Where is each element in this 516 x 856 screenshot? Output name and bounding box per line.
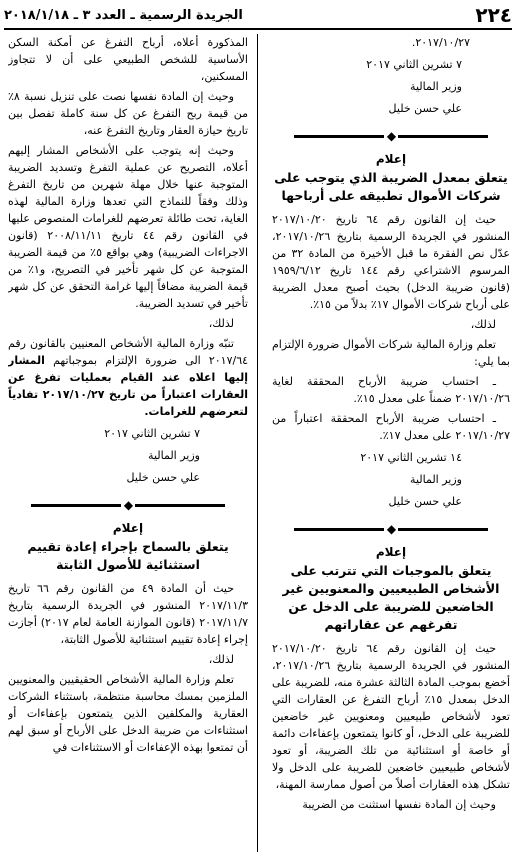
paragraph: تعلم وزارة المالية الأشخاص الحقيقيين والمعنويين الملزمين بمسك محاسبة منتظمة، باستثناء الشركات العقارية والمكلفين الذين يتمتعون بإعفاءات أو استثناءات من ضريبة الدخل على الأرباح أو سبق لهم أن تمتعوا بهذه الإعفاءات أو الاستثناءات في [8,673,248,754]
paragraph: لذلك، [470,318,496,331]
left-column [8,34,248,856]
announcement-heading: إعلام [375,545,407,559]
announcement-heading: إعلام [375,152,407,166]
signature-name: علي حسن خليل [388,495,462,508]
list-item: ـ احتساب ضريبة الأرباح المحققة لغاية ٢٠١٧/١٠/٢٦ ضمناً على معدل ١٥٪. [272,375,510,405]
paragraph: حيث إن القانون رقم ٦٤ تاريخ ٢٠١٧/١٠/٢٠ المنشور في الجريدة الرسمية بتاريخ ٢٠١٧/١٠/٢٦، عدّل نص الفقرة ما قبل الأخيرة من المادة ٣٢ من المرسوم الاشتراعي رقم ١٤٤ تاريخ ١٩٥٩/٦/١٢ (قانون ضريبة الدخل) بحيث أصبح معدل الضريبة على أرباح شركات الأموال ١٧٪ بدلاً من ١٥٪. [272,213,510,311]
page-number: ٢٢٤ [475,3,512,27]
signature-name: علي حسن خليل [126,471,200,484]
right-column [272,34,510,856]
paragraph: وحيث إن المادة نفسها استثنت من الضريبة [302,798,496,811]
paragraph: تعلم وزارة المالية شركات الأموال ضرورة الإلتزام بما يلي: [272,338,510,368]
signature-date: ٧ تشرين الثاني ٢٠١٧ [104,427,200,440]
paragraph: حيث أن المادة ٤٩ من القانون رقم ٦٦ تاريخ ٢٠١٧/١١/٣ المنشور في الجريدة الرسمية بتاريخ ٢٠١٧/١١/٧ (قانون الموازنة العامة لعام ٢٠١٧) أجازت إجراء إعادة تقييم استثنائية للأصول الثابتة، [8,582,248,646]
announcement-subject: يتعلق بالموجبات التي تترتب على الأشخاص الطبيعيين والمعنويين غير الخاضعين للضريبة على الدخل عن تفرغهم عن عقاراتهم [282,563,500,632]
page-header [4,2,512,30]
announcement-subject: يتعلق بالسماح بإجراء إعادة تقييم استثنائية للأصول الثابتة [27,539,229,572]
signature-role: وزير المالية [148,449,200,462]
signature-block-2 [272,447,510,513]
section-separator: ◆ [272,128,510,145]
notice-text: تنبّه وزارة المالية الأشخاص المعنيين بالقانون رقم ٢٠١٧/٦٤ الى ضرورة الإلتزام بموجباتهم [8,337,248,367]
signature-block-3 [8,423,248,489]
signature-block-1 [272,54,510,120]
signature-role: وزير المالية [410,80,462,93]
column-divider [257,34,258,852]
section-separator: ◆ [272,521,510,538]
signature-role: وزير المالية [410,473,462,486]
notice-emphasis: المشار إليها اعلاه عند القيام بعمليات تفرغ عن العقارات اعتباراً من تاريخ ٢٠١٧/١٠/٢٧ تفادياً لتعرضهم للغرامات. [8,354,248,418]
list-item: ـ احتساب ضريبة الأرباح المحققة اعتباراً من ٢٠١٧/١٠/٢٧ على معدل ١٧٪. [272,412,510,442]
paragraph: حيث إن القانون رقم ٦٤ تاريخ ٢٠١٧/١٠/٢٠ المنشور في الجريدة الرسمية بتاريخ ٢٠١٧/١٠/٢٦، أخضع بموجب المادة الثالثة عشرة منه، للضريبة على الدخل بمعدل ١٥٪ أرباح التفرغ عن العقارات التي تعود لأشخاص طبيعيين ومعنويين غير خاضعين للضريبة على الدخل، أو كانوا يتمتعون بإعفاءات دائمة أو خاصة أو استثنائية من تلك الضريبة، أو تعود لأشخاص طبيعيين خاضعين للضريبة على الدخل ولا تشكل هذه العقارات أصلاً من أصول ممارسة المهنة، [272,642,510,791]
paragraph: وحيث إن المادة نفسها نصت على تنزيل نسبة ٨٪ من قيمة ربح التفرغ عن كل سنة كاملة تفصل بين تاريخ حيازة العقار وتاريخ التفرغ عنه، [8,90,248,137]
paragraph: لذلك، [208,317,234,330]
signature-name: علي حسن خليل [388,102,462,115]
signature-date: ١٤ تشرين الثاني ٢٠١٧ [360,451,462,464]
gazette-issue-title: الجريدة الرسمية ـ العدد ٣ ـ ٢٠١٨/١/١٨ [4,7,243,23]
section-separator: ◆ [8,497,248,514]
continued-date: ٢٠١٧/١٠/٢٧. [411,36,470,49]
signature-date: ٧ تشرين الثاني ٢٠١٧ [366,58,462,71]
paragraph: المذكورة أعلاه، أرباح التفرغ عن أمكنة السكن الأساسية للشخص الطبيعي على أن لا تتجاوز المسكنين، [8,36,248,83]
announcement-subject: يتعلق بمعدل الضريبة الذي يتوجب على شركات الأموال تطبيقه على أرباحها [274,170,508,203]
paragraph [8,335,248,420]
announcement-heading: إعلام [112,521,144,535]
paragraph: لذلك، [208,653,234,666]
paragraph: وحيث إنه يتوجب على الأشخاص المشار إليهم أعلاه، التصريح عن عملية التفرغ وتسديد الضريبة المتوجبة عنها خلال مهلة شهرين من تاريخ التفرغ وذلك وفقاً للنماذج التي تعدها وزارة المالية لهذه الغاية، تحت طائلة تعرضهم للغرامات المنصوص عليها في القانون رقم ٤٤ تاريخ ٢٠٠٨/١١/١١ (قانون الاجراءات الضريبية) وهي بواقع ٥٪ من قيمة الضريبة المتوجبة عن كل شهر تأخير في التصريح، و١٪ من قيمة الضريبة مضافاً إليها غرامة التحقق عن كل شهر تأخير في تسديد الضريبة. [8,144,248,310]
